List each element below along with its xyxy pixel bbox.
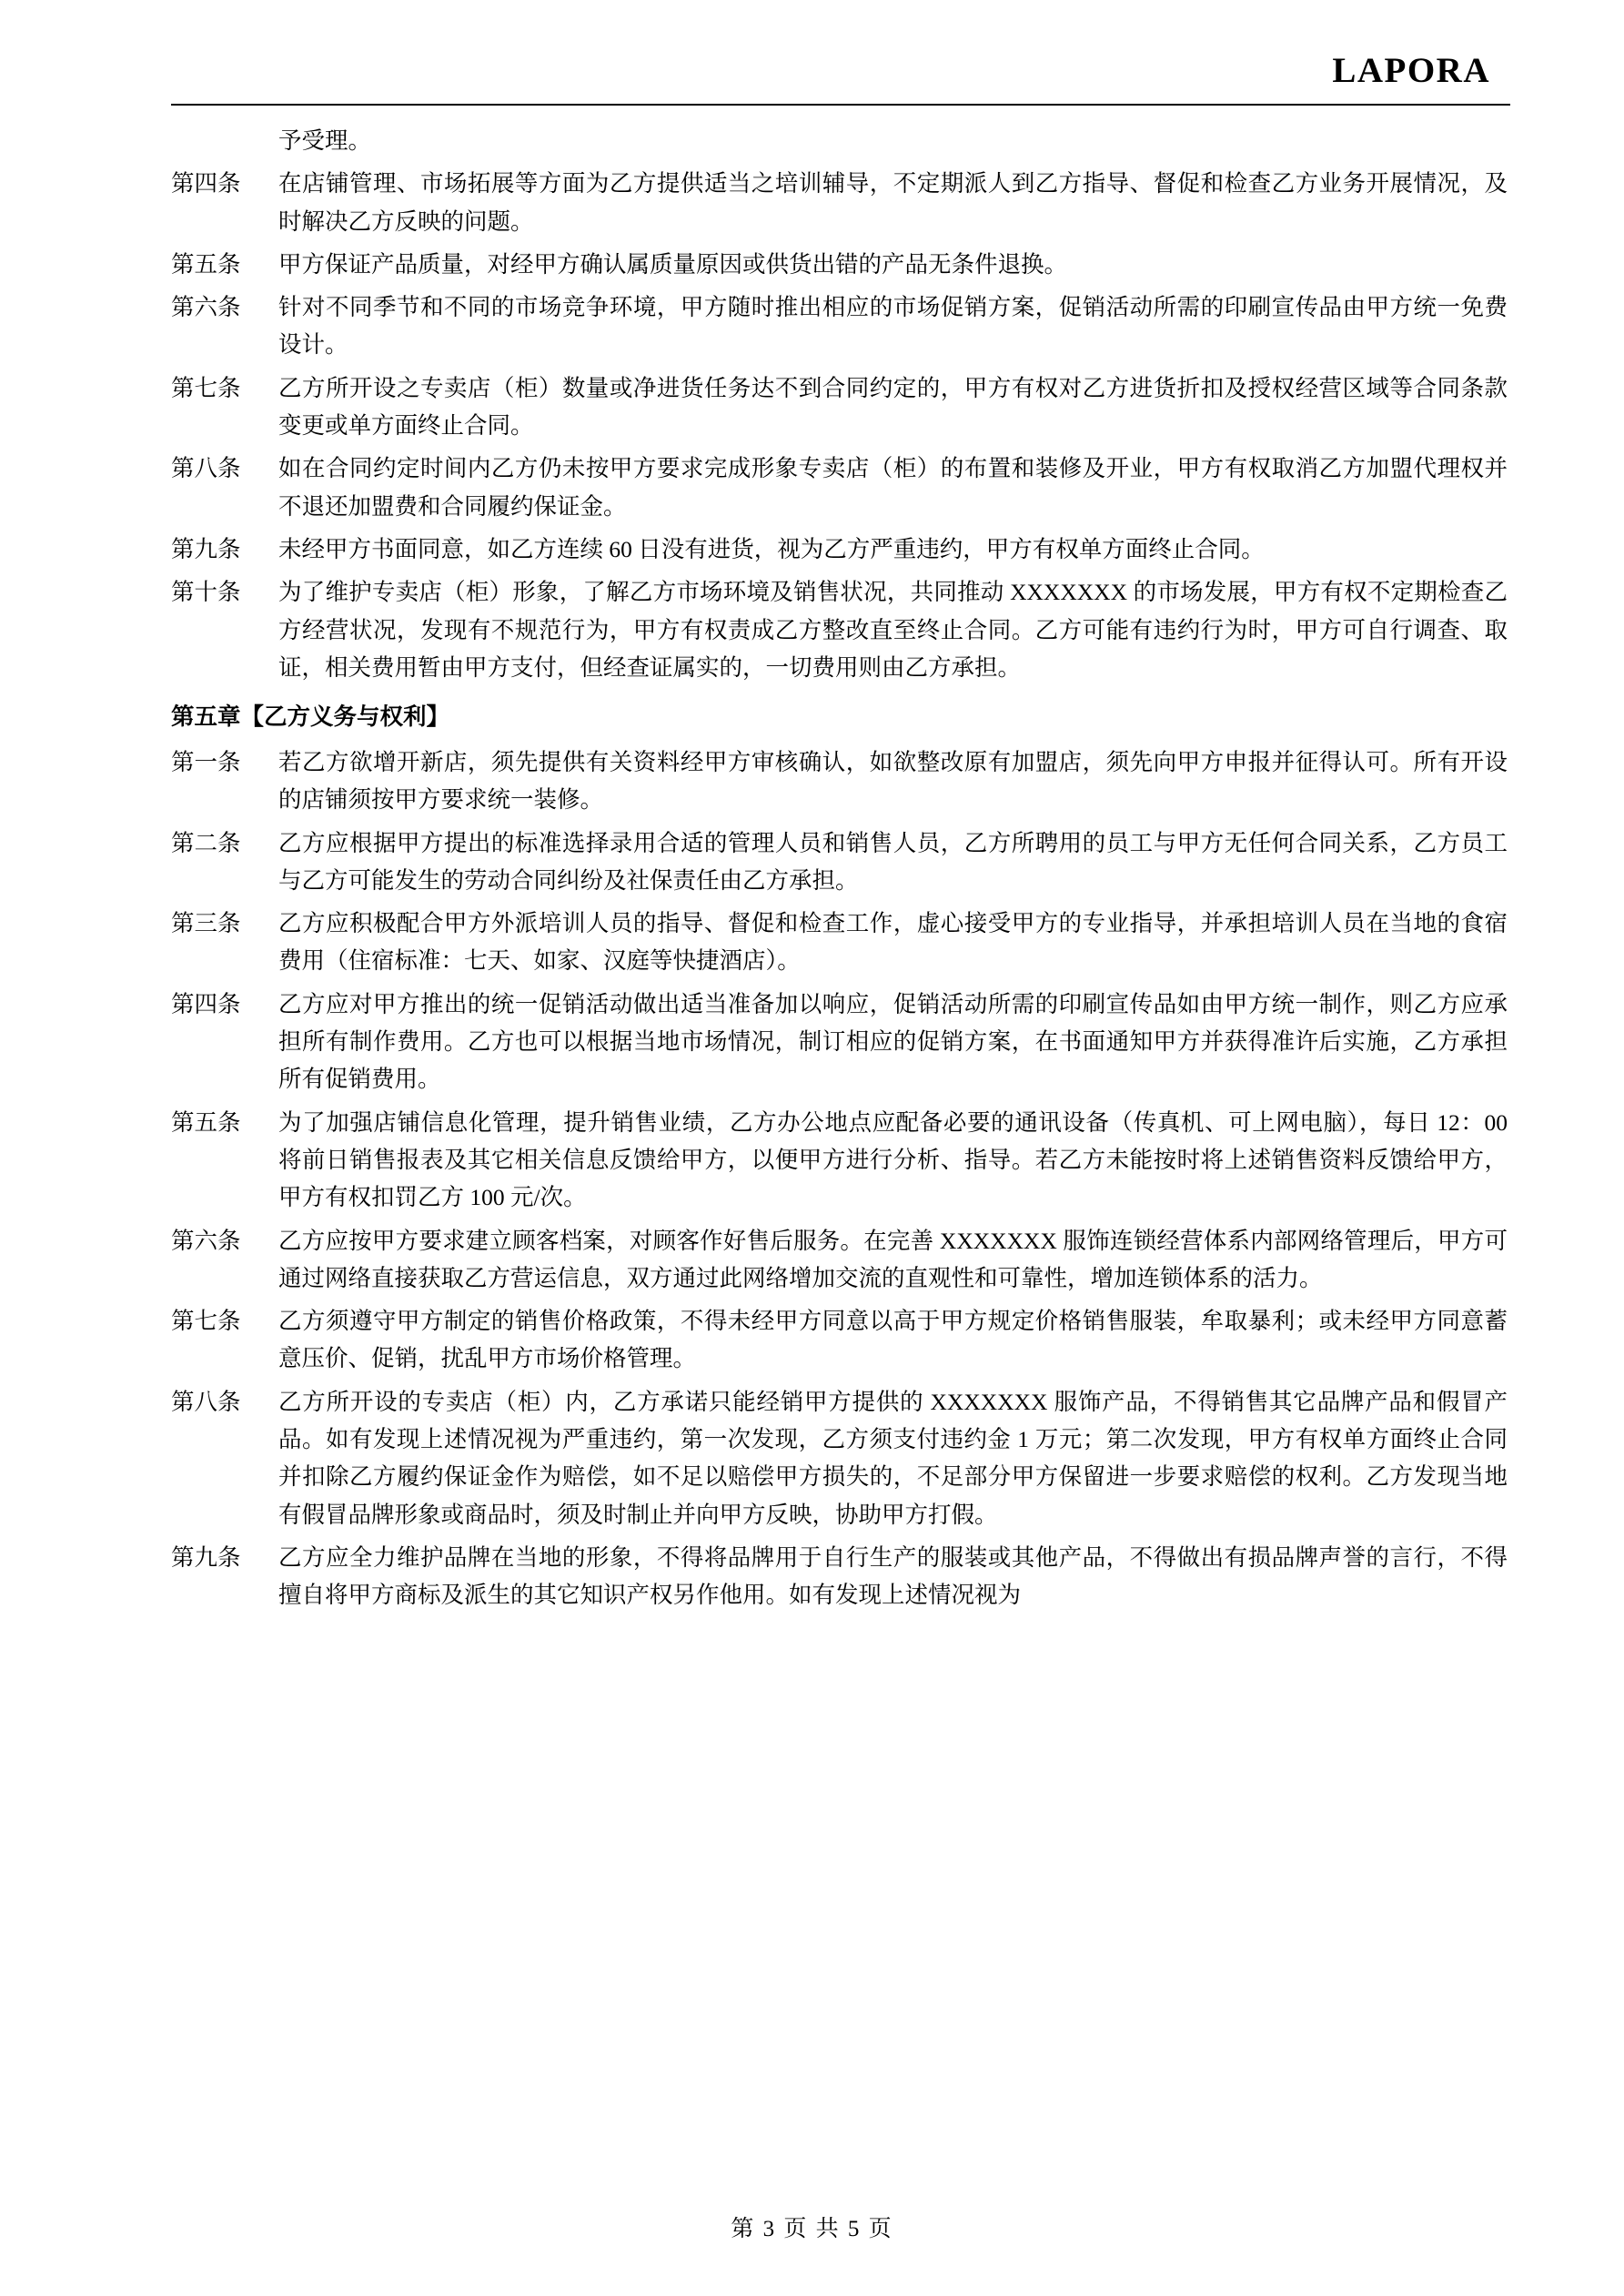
clause-item [171,165,1508,240]
clause-item [171,288,1508,364]
brand-logo: LAPORA [1332,51,1490,90]
clause-label: 第三条 [171,910,241,937]
clause-text: 乙方应全力维护品牌在当地的形象，不得将品牌用于自行生产的服装或其他产品，不得做出有损品牌声誉的言行，不得擅自将甲方商标及派生的其它知识产权另作他用。如有发现上述情况视为 [278,1543,1508,1609]
clause-label: 第四条 [171,170,241,197]
clause-item [171,986,1508,1098]
clause-label: 第九条 [171,535,241,562]
clause-item [171,246,1508,283]
clause-item [171,531,1508,568]
clause-text: 乙方应积极配合甲方外派培训人员的指导、督促和检查工作，虚心接受甲方的专业指导，并承担培训人员在当地的食宿费用（住宿标准：七天、如家、汉庭等快捷酒店）。 [278,910,1508,975]
clause-label: 第六条 [171,294,241,321]
clause-item [171,824,1508,900]
clause-label: 第九条 [171,1543,241,1571]
clause-label: 第五条 [171,250,241,278]
clause-item [171,905,1508,980]
clause-text: 乙方须遵守甲方制定的销售价格政策，不得未经甲方同意以高于甲方规定价格销售服装，牟取暴利；或未经甲方同意蓄意压价、促销，扰乱甲方市场价格管理。 [278,1308,1508,1372]
clause-item [171,450,1508,525]
clause-label: 第八条 [171,455,241,482]
clause-label: 第四条 [171,990,241,1017]
clause-text: 乙方应按甲方要求建立顾客档案，对顾客作好售后服务。在完善 XXXXXXX 服饰连锁经营体系内部网络管理后，甲方可通过网络直接获取乙方营运信息，双方通过此网络增加交流的直观性和可靠性，增加连锁体系的活力。 [278,1227,1508,1291]
clause-label: 第七条 [171,1308,241,1335]
clause-label: 第十条 [171,579,241,606]
clause-text: 未经甲方书面同意，如乙方连续 60 日没有进货，视为乙方严重违约，甲方有权单方面终止合同。 [278,535,1265,562]
clause-text: 乙方所开设的专卖店（柜）内，乙方承诺只能经销甲方提供的 XXXXXXX 服饰产品，不得销售其它品牌产品和假冒产品。如有发现上述情况视为严重违约，第一次发现，乙方须支付违约金 1 万元；第二次发现，甲方有权单方面终止合同并扣除乙方履约保证金作为赔偿，如不足以赔偿甲方损失的，不足部分甲方保留进一步要求赔偿的权利。乙方发现当地有假冒品牌形象或商品时，须及时制止并向甲方反映，协助甲方打假。 [278,1388,1508,1528]
clause-label: 第八条 [171,1388,241,1415]
clause-text: 针对不同季节和不同的市场竞争环境，甲方随时推出相应的市场促销方案，促销活动所需的印刷宣传品由甲方统一免费设计。 [278,294,1508,359]
clause-text: 为了维护专卖店（柜）形象，了解乙方市场环境及销售状况，共同推动 XXXXXXX 的市场发展，甲方有权不定期检查乙方经营状况，发现有不规范行为，甲方有权责成乙方整改直至终止合同。乙方可能有违约行为时，甲方可自行调查、取证，相关费用暂由甲方支付，但经查证属实的，一切费用则由乙方承担。 [278,579,1508,681]
clause-text: 若乙方欲增开新店，须先提供有关资料经甲方审核确认，如欲整改原有加盟店，须先向甲方申报并征得认可。所有开设的店铺须按甲方要求统一装修。 [278,748,1508,814]
clause-label: 第六条 [171,1227,241,1254]
clause-text: 乙方应根据甲方提出的标准选择录用合适的管理人员和销售人员，乙方所聘用的员工与甲方无任何合同关系，乙方员工与乙方可能发生的劳动合同纠纷及社保责任由乙方承担。 [278,829,1508,894]
page-footer: 第 3 页 共 5 页 [731,2217,893,2241]
clause-item [171,369,1508,445]
clause-label: 第五条 [171,1108,241,1136]
clause-label: 第一条 [171,748,241,775]
clause-text: 为了加强店铺信息化管理，提升销售业绩，乙方办公地点应配备必要的通讯设备（传真机、可上网电脑），每日 12：00 将前日销售报表及其它相关信息反馈给甲方，以便甲方进行分析、指导。若乙方未能按时将上述销售资料反馈给甲方，甲方有权扣罚乙方 100 元/次。 [278,1108,1508,1211]
clause-item [171,1302,1508,1378]
clause-item [171,1104,1508,1217]
clause-item [171,573,1508,686]
clause-text: 甲方保证产品质量，对经甲方确认属质量原因或供货出错的产品无条件退换。 [278,250,1068,278]
clause-text: 乙方所开设之专卖店（柜）数量或净进货任务达不到合同约定的，甲方有权对乙方进货折扣及授权经营区域等合同条款变更或单方面终止合同。 [278,374,1508,440]
clause-text: 如在合同约定时间内乙方仍未按甲方要求完成形象专卖店（柜）的布置和装修及开业，甲方有权取消乙方加盟代理权并不退还加盟费和合同履约保证金。 [278,455,1508,520]
clause-label: 第七条 [171,374,241,401]
clause-text: 在店铺管理、市场拓展等方面为乙方提供适当之培训辅导，不定期派人到乙方指导、督促和检查乙方业务开展情况，及时解决乙方反映的问题。 [278,170,1508,235]
clause-item [171,1383,1508,1533]
lead-paragraph: 予受理。 [278,127,372,154]
section-heading: 第五章【乙方义务与权利】 [171,703,450,731]
clause-text: 乙方应对甲方推出的统一促销活动做出适当准备加以响应，促销活动所需的印刷宣传品如由甲方统一制作，则乙方应承担所有制作费用。乙方也可以根据当地市场情况，制订相应的促销方案，在书面通知甲方并获得准许后实施，乙方承担所有促销费用。 [278,990,1508,1093]
clause-label: 第二条 [171,829,241,856]
page-header [0,0,1624,91]
document-content [0,106,1624,1613]
clause-item [171,743,1508,819]
clause-item [171,1222,1508,1298]
clause-item [171,1539,1508,1614]
